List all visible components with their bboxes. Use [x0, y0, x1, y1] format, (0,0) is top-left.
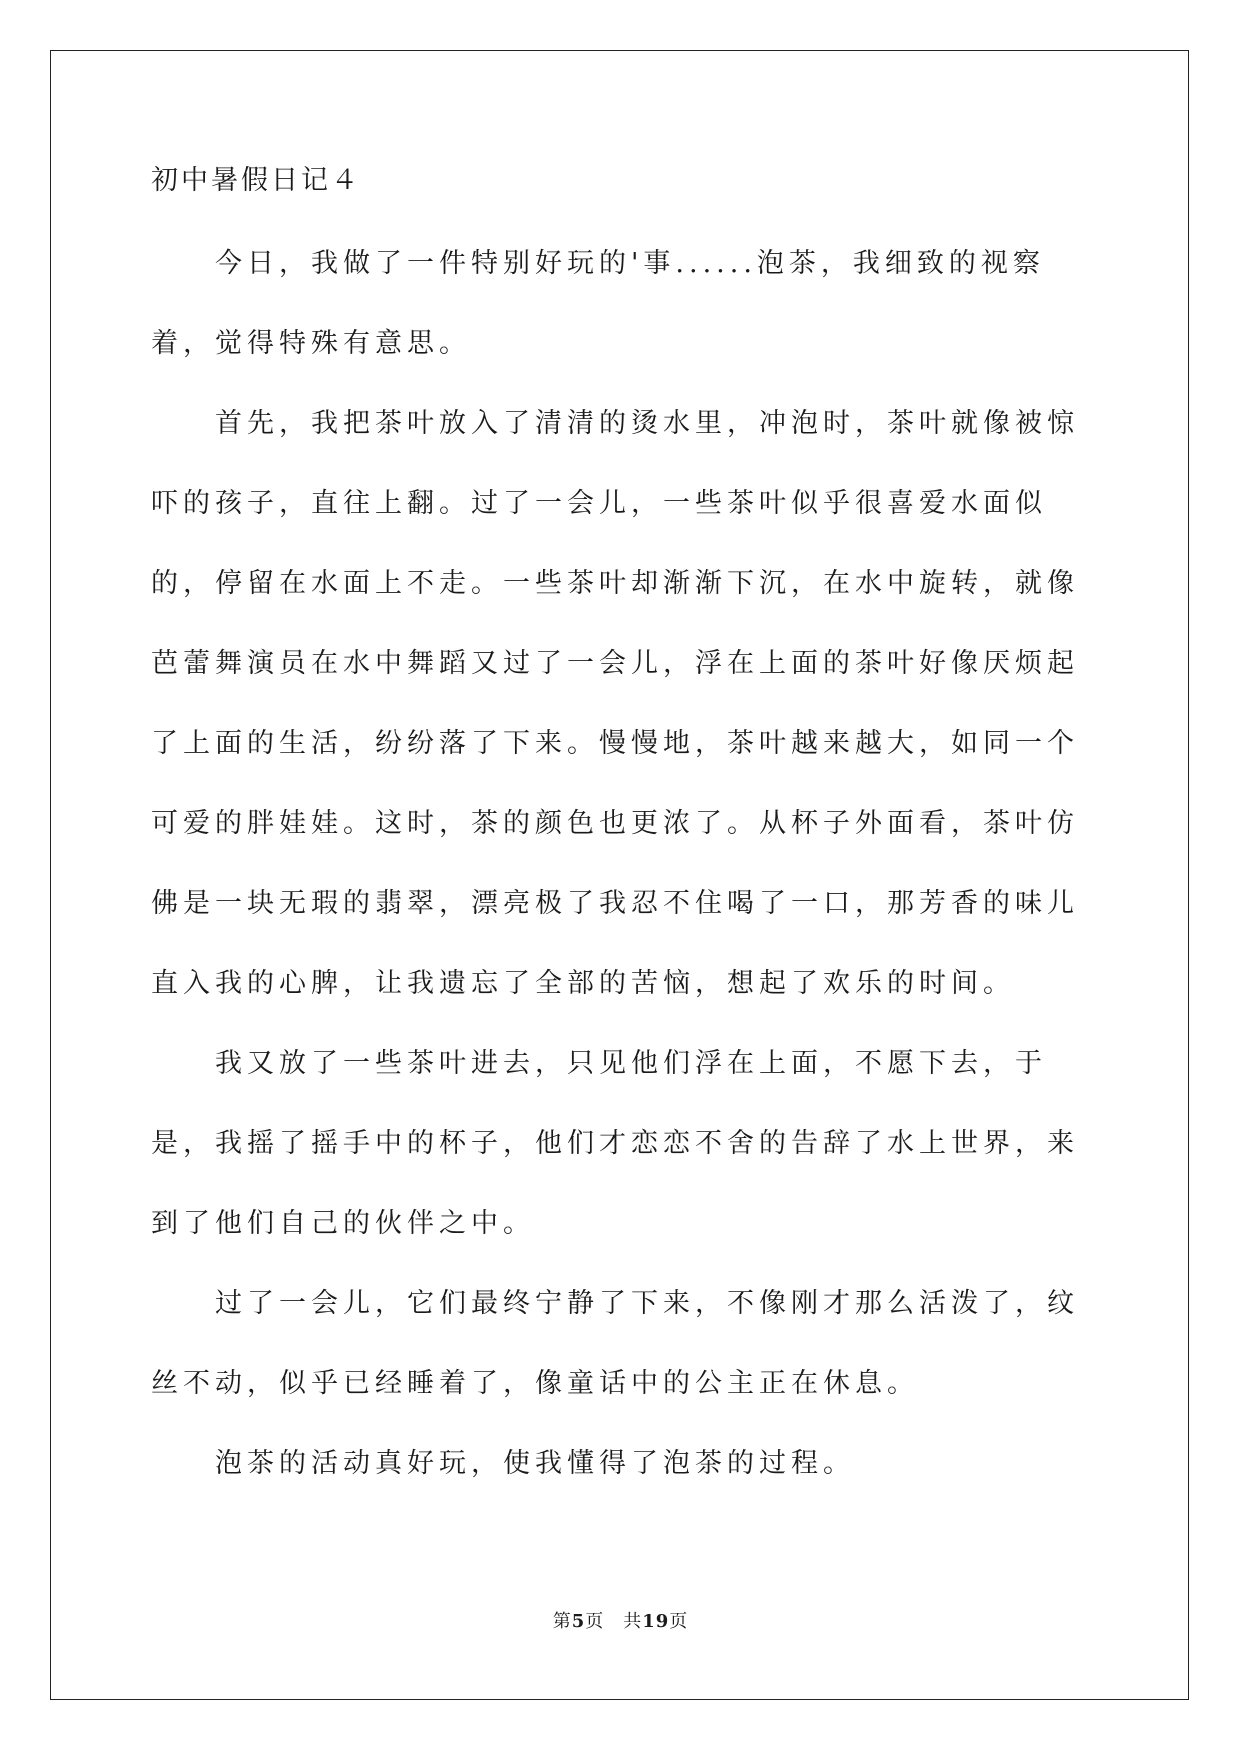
document-body — [151, 161, 1101, 1504]
paragraph-1: 今日，我做了一件特别好玩的'事......泡茶，我细致的视察着，觉得特殊有意思。 — [151, 248, 1045, 359]
paragraph-2: 首先，我把茶叶放入了清清的烫水里，冲泡时，茶叶就像被惊吓的孩子，直往上翻。过了一会儿，一些茶叶似乎很喜爱水面似的，停留在水面上不走。一些茶叶却渐渐下沉，在水中旋转，就像芭蕾舞演员在水中舞蹈又过了一会儿，浮在上面的茶叶好像厌烦起了上面的生活，纷纷落了下来。慢慢地，茶叶越来越大，如同一个可爱的胖娃娃。这时，茶的颜色也更浓了。从杯子外面看，茶叶仿佛是一块无瑕的翡翠，漂亮极了我忍不住喝了一口，那芳香的味儿直入我的心脾，让我遗忘了全部的苦恼，想起了欢乐的时间。 — [151, 408, 1079, 999]
total-page-count: 19 — [642, 1611, 670, 1632]
footer-mid: 页 共 — [585, 1611, 643, 1632]
document-title: 初中暑假日记４ — [151, 165, 361, 196]
footer-suffix: 页 — [669, 1611, 689, 1632]
page-footer — [0, 1610, 1241, 1634]
paragraph-5: 泡茶的活动真好玩，使我懂得了泡茶的过程。 — [215, 1448, 855, 1479]
paragraph-3: 我又放了一些茶叶进去，只见他们浮在上面，不愿下去，于是，我摇了摇手中的杯子，他们才恋恋不舍的告辞了水上世界，来到了他们自己的伙伴之中。 — [151, 1048, 1079, 1239]
current-page-number: 5 — [571, 1611, 586, 1632]
paragraph-4: 过了一会儿，它们最终宁静了下来，不像刚才那么活泼了，纹丝不动，似乎已经睡着了，像童话中的公主正在休息。 — [151, 1288, 1079, 1399]
footer-prefix: 第 — [552, 1611, 572, 1632]
